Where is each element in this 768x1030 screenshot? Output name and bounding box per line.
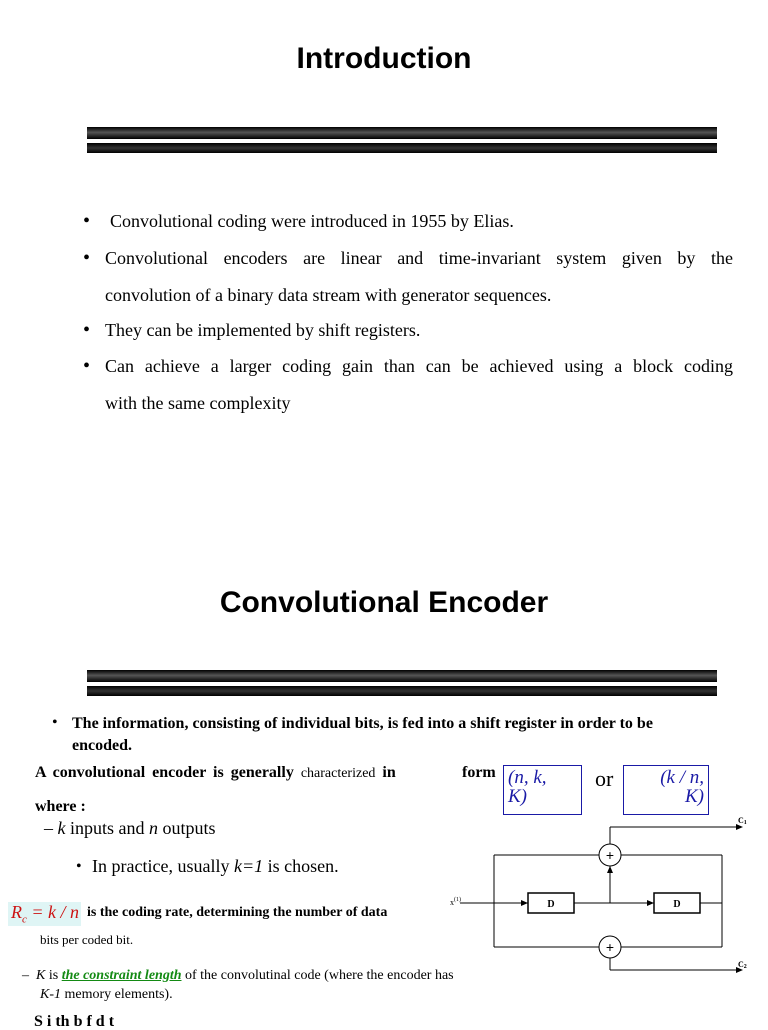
characterized-line [35,764,396,782]
reg1-label: D [547,899,555,910]
input-label [450,896,461,907]
cut-off-line: S i th b f d t [34,1013,115,1030]
kn-k: k [57,818,66,838]
reg1-input-arrow [521,900,528,906]
title-divider-thin [87,143,717,153]
bullet-marker: • [52,714,58,731]
practice-line [92,856,339,877]
rate-sub: c [22,913,27,926]
c1-sub: 1 [743,820,747,826]
bullet-marker: • [83,247,91,269]
practice-post: is chosen. [263,856,339,876]
intro-bullet-4-line-2: with the same complexity [105,393,291,413]
bullet-marker: • [83,319,91,341]
intro-bullet-3: They can be implemented by shift registers. [105,320,421,340]
characterized-form: form [462,764,496,781]
constraint-rest: of the convolutinal code (where the encoder has [181,968,454,983]
slide-title-introduction: Introduction [296,42,472,75]
practice-k: k=1 [233,856,264,876]
input-sup: (1) [454,897,461,903]
c1-main: C [738,816,744,825]
adder1-plus: + [605,847,615,863]
form-box-nkK [503,765,582,815]
bullet-marker: • [76,858,82,875]
form-box-knK-line-1: (k / n, [660,767,704,788]
bullet-marker: • [83,210,91,232]
form-box-knK-line-2: K) [685,786,704,807]
constraint-line2-rest: memory elements). [61,987,173,1002]
constraint-line2-k: K-1 [40,987,61,1002]
constraint-line-2 [40,985,173,1004]
encoder-diagram [440,810,760,980]
rate-description-2: bits per coded bit. [40,932,134,947]
characterized-text-3: in [382,764,396,781]
kn-line [44,818,216,839]
output-c1-label [738,816,747,826]
kn-mid: inputs and [65,818,149,838]
constraint-K: K [36,968,46,983]
characterized-text-2: characterized [300,766,376,781]
kn-end: outputs [158,818,216,838]
info-bullet-text [72,713,732,757]
practice-pre: In practice, usually [92,856,234,876]
intro-bullet-2-line-1: Convolutional encoders are linear and time-invariant system given by the [105,248,733,268]
reg2-label: D [673,899,681,910]
form-box-nkK-line-1: (n, k, [508,767,547,788]
output-c2-label [738,960,747,970]
title-divider-thick [87,127,717,139]
characterized-text-1: A convolutional encoder is generally [35,764,294,781]
kn-n: n [149,818,158,838]
reg2-input-arrow [647,900,654,906]
info-bullet-line-2: encoded. [72,737,132,754]
c2-sub: 2 [743,964,747,970]
rate-R: R [11,902,22,922]
bullet-marker: • [83,355,91,377]
adder2-plus: + [605,939,615,955]
info-bullet-line-1: The information, consisting of individual bits, is fed into a shift register in order to be [72,715,653,732]
constraint-is: is [45,968,62,983]
where-label: where : [35,798,86,815]
input-main: x [450,898,454,907]
rate-description: is the coding rate, determining the number of data [87,905,388,920]
c2-main: C [738,960,744,969]
tap-arrow [607,866,613,873]
slide-title-convolutional-encoder: Convolutional Encoder [219,586,549,619]
or-label: or [595,766,614,791]
intro-bullet-4-line-1: Can achieve a larger coding gain than can be achieved using a block coding [105,356,733,376]
rate-formula [11,902,79,926]
intro-bullet-1: Convolutional coding were introduced in 1955 by Elias. [110,211,514,231]
form-box-nkK-line-2: K) [508,786,527,807]
constraint-line [22,966,454,985]
dash-marker: – [22,968,29,983]
intro-bullet-2-line-2: convolution of a binary data stream with generator sequences. [105,285,552,305]
title-divider-thick [87,670,717,682]
dash-marker: – [44,818,53,838]
form-box-knK [623,765,709,815]
constraint-term: the constraint length [61,968,182,983]
rate-eq: = k / n [26,902,80,922]
title-divider-thin [87,686,717,696]
